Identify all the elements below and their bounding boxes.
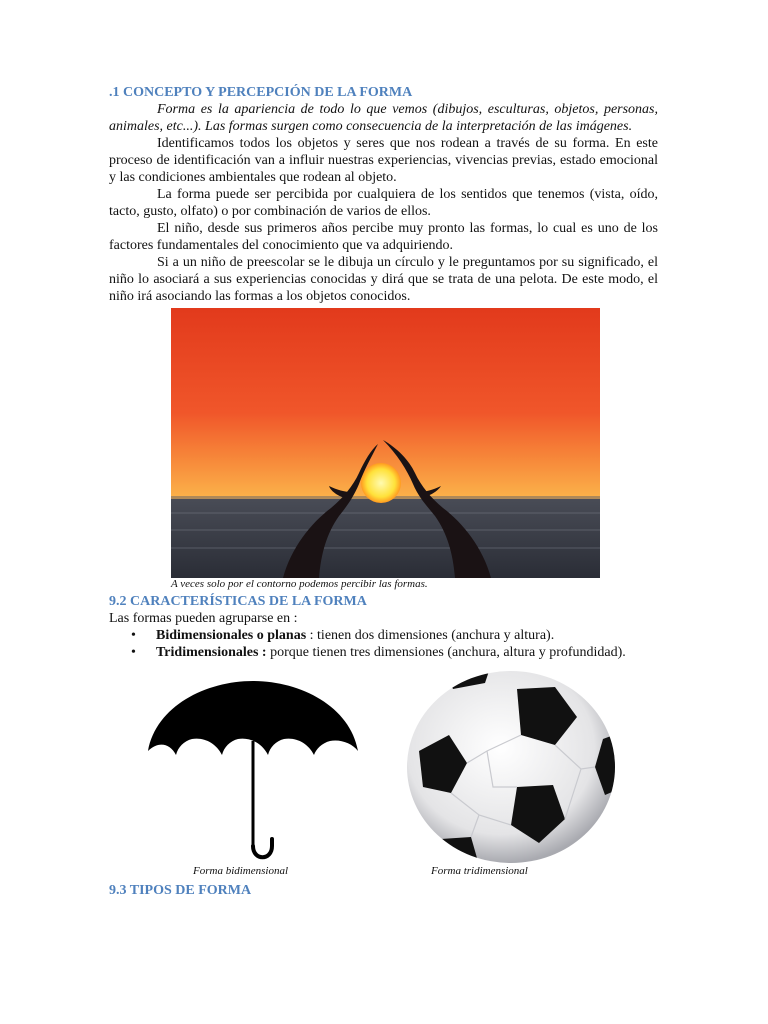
section-1-heading: .1 CONCEPTO Y PERCEPCIÓN DE LA FORMA (109, 85, 413, 100)
paragraph-3: La forma puede ser percibida por cualquiera de los sentidos que tenemos (vista, oído, tacto, gusto, olfato) o por combinación de varios de ellos. (109, 187, 658, 219)
paragraph-2: Identificamos todos los objetos y seres que nos rodean a través de su forma. En este proceso de identificación van a influir nuestras experiencias, vivencias previas, estado emocional y las condiciones ambientales que rodean al objeto. (109, 136, 658, 185)
list-item (109, 627, 658, 644)
section-2-intro: Las formas pueden agruparse en : (109, 611, 298, 626)
list-item-text: porque tienen tres dimensiones (anchura, altura y profundidad). (266, 645, 626, 660)
page-content (109, 84, 658, 899)
list-item-term: Bidimensionales o planas (156, 628, 307, 643)
list-item (109, 644, 658, 661)
list-item-term: Tridimensionales : (156, 645, 267, 660)
section-3-heading: 9.3 TIPOS DE FORMA (109, 883, 252, 898)
umbrella-icon (146, 681, 360, 861)
bullet-icon: • (131, 645, 136, 660)
paragraph-1: Forma es la apariencia de todo lo que vemos (dibujos, esculturas, objetos, personas, animales, etc...). Las formas surgen como consecuencia de la interpretación de las imágenes. (109, 102, 658, 134)
section-2-heading: 9.2 CARACTERÍSTICAS DE LA FORMA (109, 594, 367, 609)
forms-list (109, 627, 658, 661)
caption-bidimensional: Forma bidimensional (193, 865, 289, 877)
sunset-hands-image (171, 308, 600, 578)
figure-1-caption: A veces solo por el contorno podemos percibir las formas. (171, 578, 428, 590)
bullet-icon: • (131, 628, 136, 643)
figure-captions-row (109, 865, 658, 880)
list-item-text: : tienen dos dimensiones (anchura y altura). (306, 628, 555, 643)
forms-figures (109, 665, 658, 865)
caption-tridimensional: Forma tridimensional (431, 865, 528, 877)
paragraph-5: Si a un niño de preescolar se le dibuja un círculo y le preguntamos por su significado, el niño lo asociará a sus experiencias conocidas y dirá que se trata de una pelota. De este modo, el niño irá asociando las formas a los objetos conocidos. (109, 255, 658, 304)
sunset-hands-photo (171, 308, 600, 578)
soccer-ball-icon (405, 669, 619, 865)
paragraph-4: El niño, desde sus primeros años percibe muy pronto las formas, lo cual es uno de los factores fundamentales del conocimiento que va adquiriendo. (109, 221, 658, 253)
